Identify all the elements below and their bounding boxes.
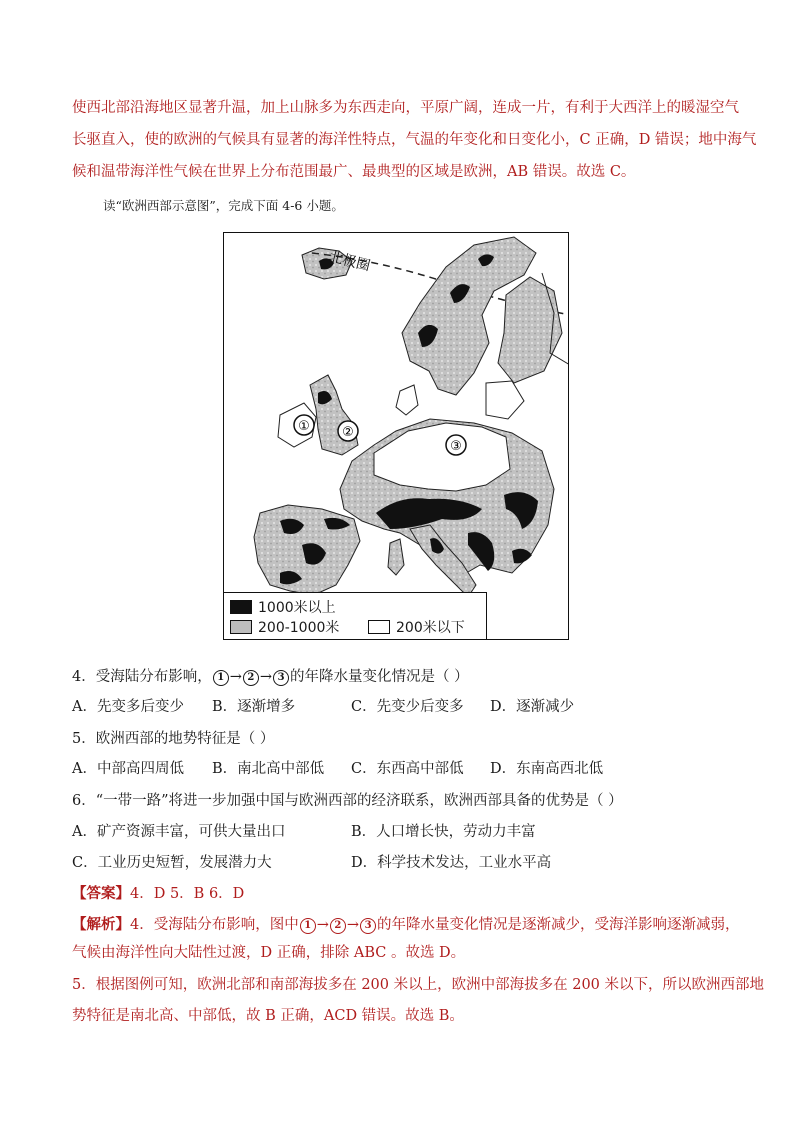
analysis-line-4: 势特征是南北高、中部低，故 B 正确，ACD 错误。故选 B。	[72, 1008, 464, 1024]
q5-option-b: B．南北高中部低	[212, 761, 325, 777]
legend-label-low: 200米以下	[396, 620, 465, 636]
analysis-line-1	[72, 913, 740, 934]
analysis-label: 【解析】	[72, 916, 130, 933]
legend-label-high: 1000米以上	[258, 600, 336, 616]
q4-arrow-1: →	[229, 669, 242, 685]
analysis-line1-prefix: 4．受海陆分布影响，图中	[130, 917, 299, 933]
q4-option-c: C．先变少后变多	[351, 699, 464, 715]
legend-row-low	[368, 617, 465, 637]
q4-option-a: A．先变多后变少	[72, 699, 184, 715]
analysis-line-3: 5．根据图例可知，欧洲北部和南部海拔多在 200 米以上，欧洲中部海拔多在 200 米以下，所以欧洲西部地	[72, 977, 765, 993]
legend-swatch-white	[368, 620, 390, 634]
q6-option-d: D．科学技术发达，工业水平高	[351, 855, 552, 871]
explanation-line-1: 使西北部沿海地区显著升温，加上山脉多为东西走向，平原广阔，连成一片，有利于大西洋上的暖湿空气	[72, 100, 739, 116]
q6-option-c: C．工业历史短暂，发展潜力大	[72, 855, 272, 871]
legend-row-high	[230, 597, 336, 617]
q4-prefix: 4．受海陆分布影响，	[72, 669, 212, 685]
q4-suffix: 的年降水量变化情况是（ ）	[290, 669, 469, 685]
q4-arrow-2: →	[259, 669, 273, 685]
marker-3	[446, 435, 466, 455]
answer-label: 【答案】	[72, 885, 130, 902]
analysis-line1-suffix: 的年降水量变化情况是逐渐减少，受海洋影响逐渐减弱，	[377, 917, 740, 933]
question-6-stem: 6．“一带一路”将进一步加强中国与欧洲西部的经济联系，欧洲西部具备的优势是（ ）	[72, 793, 623, 809]
q4-option-b: B．逐渐增多	[212, 699, 296, 715]
answer-text: 4．D 5．B 6．D	[130, 886, 245, 902]
question-intro: 读“欧洲西部示意图”，完成下面 4-6 小题。	[103, 198, 344, 213]
europe-west-map	[223, 232, 569, 640]
q4-marker-2: 2	[243, 670, 259, 686]
analysis-arrow-1: →	[316, 917, 329, 933]
question-4-stem	[72, 665, 469, 686]
legend-swatch-grey	[230, 620, 252, 634]
marker-1-label: ①	[298, 419, 310, 434]
analysis-marker-2: 2	[330, 918, 346, 934]
sardinia-land	[388, 539, 404, 575]
analysis-marker-3: 3	[360, 918, 376, 934]
q4-marker-1: 1	[213, 670, 229, 686]
arctic-circle-label: 北极圈	[327, 248, 372, 275]
analysis-marker-1: 1	[300, 918, 316, 934]
legend-label-mid: 200-1000米	[258, 620, 340, 636]
q6-option-b: B．人口增长快，劳动力丰富	[351, 824, 536, 840]
q5-option-a: A．中部高四周低	[72, 761, 184, 777]
analysis-arrow-2: →	[346, 917, 360, 933]
denmark-land	[396, 385, 418, 415]
answer-line	[72, 882, 244, 903]
baltic-land	[486, 381, 524, 419]
legend-row-mid	[230, 617, 339, 637]
q5-option-c: C．东西高中部低	[351, 761, 464, 777]
marker-3-label: ③	[450, 439, 462, 454]
q5-option-d: D．东南高西北低	[490, 761, 604, 777]
q4-option-d: D．逐渐减少	[490, 699, 575, 715]
analysis-line-2: 气候由海洋性向大陆性过渡，D 正确，排除 ABC 。故选 D。	[72, 945, 466, 961]
marker-2	[338, 421, 358, 441]
question-5-stem: 5．欧洲西部的地势特征是（ ）	[72, 731, 275, 747]
map-legend	[224, 592, 487, 639]
q4-marker-3: 3	[273, 670, 289, 686]
marker-2-label: ②	[342, 425, 354, 440]
britain-land	[310, 375, 358, 455]
explanation-line-2: 长驱直入，使的欧洲的气候具有显著的海洋性特点，气温的年变化和日变化小，C 正确，D 错误；地中海气	[72, 132, 757, 148]
legend-swatch-dark	[230, 600, 252, 614]
q6-option-a: A．矿产资源丰富，可供大量出口	[72, 824, 286, 840]
marker-1	[294, 415, 314, 435]
explanation-line-3: 候和温带海洋性气候在世界上分布范围最广、最典型的区域是欧洲，AB 错误。故选 C。	[72, 164, 636, 180]
map-graphic	[224, 233, 569, 640]
